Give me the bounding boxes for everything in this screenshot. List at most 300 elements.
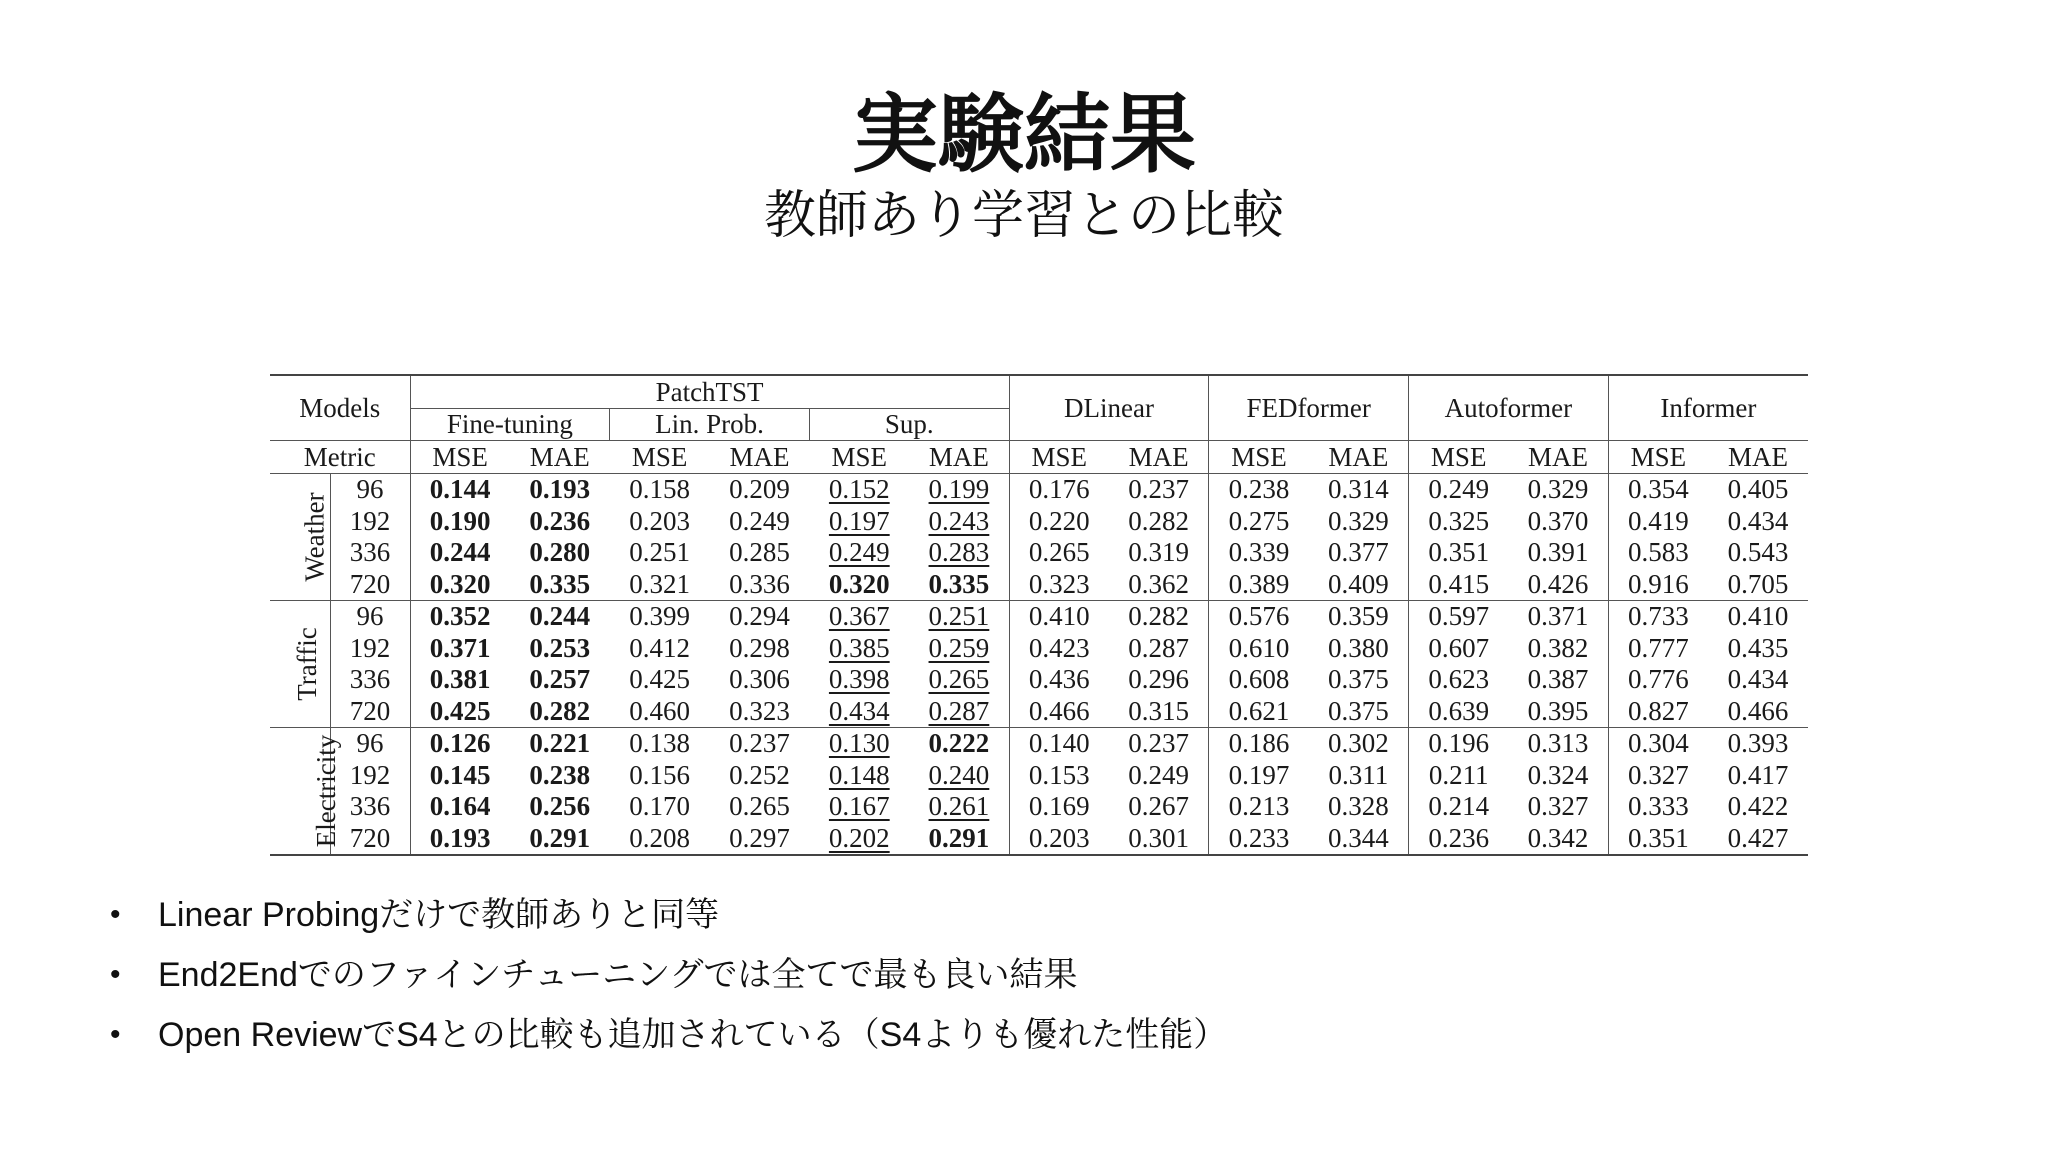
value-cell xyxy=(1009,537,1109,569)
value-cell xyxy=(909,600,1009,632)
value-cell xyxy=(1109,727,1209,759)
value-text: 0.208 xyxy=(629,822,690,853)
bullet-text: End2Endでのファインチューニングでは全てで最も良い結果 xyxy=(158,956,1078,994)
value-text: 0.327 xyxy=(1527,791,1589,822)
slide-subtitle: 教師あり学習との比較 xyxy=(763,186,1284,246)
value-cell xyxy=(410,695,510,727)
value-text: 0.244 xyxy=(529,601,591,632)
value-text: 0.370 xyxy=(1527,505,1589,536)
value-text: 0.333 xyxy=(1628,791,1689,822)
informer-header: Informer xyxy=(1608,375,1808,441)
value-cell xyxy=(610,632,710,664)
value-text: 0.321 xyxy=(629,568,690,599)
value-text: 0.435 xyxy=(1727,632,1789,663)
value-cell xyxy=(1009,632,1109,664)
value-cell xyxy=(610,473,710,505)
value-cell xyxy=(1708,632,1808,664)
value-cell xyxy=(510,791,610,823)
value-cell xyxy=(610,791,710,823)
value-text: 0.251 xyxy=(928,601,990,632)
value-text: 0.610 xyxy=(1228,632,1290,663)
value-cell xyxy=(1608,632,1708,664)
value-cell xyxy=(1309,727,1409,759)
value-cell xyxy=(1508,759,1608,791)
value-text: 0.777 xyxy=(1628,632,1689,663)
value-cell xyxy=(1508,727,1608,759)
value-text: 0.639 xyxy=(1428,695,1490,726)
value-text: 0.237 xyxy=(1128,474,1190,505)
value-cell xyxy=(1708,727,1808,759)
value-cell xyxy=(1409,695,1509,727)
value-cell xyxy=(909,568,1009,600)
value-cell xyxy=(1508,568,1608,600)
results-table xyxy=(270,374,1808,856)
value-cell xyxy=(909,822,1009,855)
value-text: 0.354 xyxy=(1628,474,1689,505)
value-text: 0.827 xyxy=(1628,695,1689,726)
value-cell xyxy=(809,505,909,537)
value-text: 0.203 xyxy=(1028,822,1090,853)
value-text: 0.152 xyxy=(828,474,890,505)
value-cell xyxy=(809,822,909,855)
value-cell xyxy=(909,632,1009,664)
value-cell xyxy=(1409,822,1509,855)
value-text: 0.193 xyxy=(529,474,591,505)
value-cell xyxy=(510,759,610,791)
table-row xyxy=(270,632,1808,664)
value-text: 0.138 xyxy=(629,728,690,759)
bullet-item xyxy=(110,950,1227,1010)
value-text: 0.375 xyxy=(1327,695,1389,726)
value-text: 0.283 xyxy=(928,537,990,568)
value-text: 0.298 xyxy=(729,632,790,663)
value-text: 0.329 xyxy=(1327,505,1389,536)
value-text: 0.126 xyxy=(429,728,491,759)
autoformer-header: Autoformer xyxy=(1409,375,1609,441)
value-cell xyxy=(1409,600,1509,632)
value-text: 0.249 xyxy=(1128,759,1190,790)
horizon-cell: 720 xyxy=(330,568,410,600)
value-text: 0.387 xyxy=(1527,664,1589,695)
value-cell xyxy=(1109,822,1209,855)
value-text: 0.211 xyxy=(1428,759,1489,790)
value-text: 0.287 xyxy=(928,695,990,726)
value-text: 0.352 xyxy=(429,601,491,632)
value-text: 0.405 xyxy=(1727,474,1789,505)
value-cell xyxy=(610,600,710,632)
value-text: 0.311 xyxy=(1328,759,1389,790)
value-cell xyxy=(710,505,810,537)
value-cell xyxy=(1508,473,1608,505)
results-table-body xyxy=(270,473,1808,855)
value-cell xyxy=(1309,568,1409,600)
value-text: 0.237 xyxy=(729,728,790,759)
value-text: 0.257 xyxy=(529,664,591,695)
value-text: 0.323 xyxy=(1028,568,1090,599)
value-text: 0.249 xyxy=(729,505,790,536)
value-text: 0.423 xyxy=(1028,632,1090,663)
value-text: 0.158 xyxy=(629,474,690,505)
value-text: 0.623 xyxy=(1428,664,1490,695)
value-cell xyxy=(1209,822,1309,855)
value-cell xyxy=(1209,727,1309,759)
dataset-name: Weather xyxy=(299,491,330,582)
value-cell xyxy=(510,822,610,855)
value-text: 0.359 xyxy=(1327,601,1389,632)
value-cell xyxy=(510,537,610,569)
horizon-cell: 192 xyxy=(330,759,410,791)
value-cell xyxy=(410,791,510,823)
value-cell xyxy=(510,632,610,664)
value-text: 0.351 xyxy=(1628,822,1689,853)
value-cell xyxy=(1409,759,1509,791)
value-text: 0.238 xyxy=(1228,474,1290,505)
table-row xyxy=(270,600,1808,632)
value-cell xyxy=(610,695,710,727)
slide-title: 実験結果 xyxy=(852,85,1196,185)
models-header: Models xyxy=(270,375,410,441)
value-text: 0.202 xyxy=(828,822,890,853)
value-cell xyxy=(510,568,610,600)
horizon-cell: 96 xyxy=(330,473,410,505)
value-text: 0.371 xyxy=(429,632,491,663)
value-cell xyxy=(410,759,510,791)
value-text: 0.583 xyxy=(1628,537,1689,568)
value-cell xyxy=(1409,568,1509,600)
value-cell xyxy=(1009,791,1109,823)
value-cell xyxy=(410,727,510,759)
value-text: 0.275 xyxy=(1228,505,1290,536)
value-cell xyxy=(610,759,710,791)
value-text: 0.190 xyxy=(429,505,491,536)
value-text: 0.314 xyxy=(1327,474,1389,505)
value-cell xyxy=(809,473,909,505)
value-cell xyxy=(1708,473,1808,505)
metric-header: MSE xyxy=(1409,441,1509,474)
value-cell xyxy=(1508,632,1608,664)
value-text: 0.193 xyxy=(429,822,491,853)
value-cell xyxy=(1708,695,1808,727)
bullet-list xyxy=(110,890,1227,1070)
value-text: 0.203 xyxy=(629,505,690,536)
value-cell xyxy=(1009,695,1109,727)
value-text: 0.238 xyxy=(529,759,591,790)
value-text: 0.412 xyxy=(629,632,690,663)
value-cell xyxy=(1608,505,1708,537)
metric-header: MSE xyxy=(410,441,510,474)
value-cell xyxy=(1608,664,1708,696)
dataset-label xyxy=(270,473,330,600)
value-cell xyxy=(1109,632,1209,664)
value-cell xyxy=(710,695,810,727)
value-cell xyxy=(1009,759,1109,791)
metric-label: Metric xyxy=(270,441,410,474)
horizon-cell: 96 xyxy=(330,727,410,759)
value-text: 0.427 xyxy=(1727,822,1789,853)
value-cell xyxy=(1209,537,1309,569)
horizon-cell: 720 xyxy=(330,822,410,855)
value-text: 0.249 xyxy=(828,537,890,568)
value-text: 0.282 xyxy=(1128,505,1190,536)
value-cell xyxy=(1009,600,1109,632)
value-cell xyxy=(710,568,810,600)
value-cell xyxy=(610,664,710,696)
value-cell xyxy=(809,695,909,727)
bullet-item xyxy=(110,890,1227,950)
metric-header: MSE xyxy=(1608,441,1708,474)
value-cell xyxy=(610,727,710,759)
value-text: 0.434 xyxy=(828,695,890,726)
value-cell xyxy=(1608,791,1708,823)
value-text: 0.280 xyxy=(529,537,591,568)
value-cell xyxy=(1708,600,1808,632)
value-cell xyxy=(1608,727,1708,759)
value-text: 0.144 xyxy=(429,474,491,505)
value-cell xyxy=(1309,822,1409,855)
value-text: 0.291 xyxy=(928,822,990,853)
value-cell xyxy=(710,473,810,505)
value-cell xyxy=(1109,537,1209,569)
table-row xyxy=(270,537,1808,569)
value-text: 0.389 xyxy=(1228,568,1290,599)
value-text: 0.320 xyxy=(828,568,890,599)
value-text: 0.425 xyxy=(629,664,690,695)
metric-header: MAE xyxy=(1508,441,1608,474)
sup-header: Sup. xyxy=(809,408,1009,441)
bullet-icon: • xyxy=(110,1018,121,1051)
value-cell xyxy=(1109,568,1209,600)
value-text: 0.375 xyxy=(1327,664,1389,695)
value-text: 0.265 xyxy=(729,791,790,822)
value-text: 0.393 xyxy=(1727,728,1789,759)
value-text: 0.328 xyxy=(1327,791,1389,822)
fedformer-header: FEDformer xyxy=(1209,375,1409,441)
value-text: 0.145 xyxy=(429,759,491,790)
value-cell xyxy=(1409,505,1509,537)
value-text: 0.156 xyxy=(629,759,690,790)
value-text: 0.335 xyxy=(928,568,990,599)
value-text: 0.197 xyxy=(828,505,890,536)
value-cell xyxy=(1309,505,1409,537)
linprob-header: Lin. Prob. xyxy=(610,408,810,441)
value-cell xyxy=(1009,664,1109,696)
value-cell xyxy=(610,822,710,855)
value-cell xyxy=(1109,473,1209,505)
value-cell xyxy=(410,568,510,600)
value-text: 0.294 xyxy=(729,601,790,632)
value-text: 0.362 xyxy=(1128,568,1190,599)
value-text: 0.466 xyxy=(1727,695,1789,726)
value-cell xyxy=(1209,600,1309,632)
value-text: 0.391 xyxy=(1527,537,1589,568)
value-cell xyxy=(809,791,909,823)
dataset-label xyxy=(270,727,342,855)
value-cell xyxy=(410,537,510,569)
value-cell xyxy=(909,759,1009,791)
value-text: 0.776 xyxy=(1628,664,1689,695)
value-cell xyxy=(1209,759,1309,791)
value-cell xyxy=(1508,537,1608,569)
value-text: 0.282 xyxy=(529,695,591,726)
value-text: 0.409 xyxy=(1327,568,1389,599)
value-text: 0.344 xyxy=(1327,822,1389,853)
value-cell xyxy=(809,600,909,632)
value-text: 0.285 xyxy=(729,537,790,568)
value-text: 0.371 xyxy=(1527,601,1589,632)
value-text: 0.267 xyxy=(1128,791,1190,822)
value-text: 0.244 xyxy=(429,537,491,568)
value-cell xyxy=(1708,759,1808,791)
dataset-name: Electricity xyxy=(311,734,342,847)
value-cell xyxy=(809,727,909,759)
table-row xyxy=(270,664,1808,696)
value-cell xyxy=(1109,600,1209,632)
value-text: 0.167 xyxy=(828,791,890,822)
value-cell xyxy=(1508,664,1608,696)
value-cell xyxy=(909,537,1009,569)
metric-header: MSE xyxy=(1009,441,1109,474)
value-cell xyxy=(809,759,909,791)
value-text: 0.256 xyxy=(529,791,591,822)
value-text: 0.233 xyxy=(1228,822,1290,853)
value-cell xyxy=(809,664,909,696)
horizon-cell: 96 xyxy=(330,600,410,632)
value-cell xyxy=(909,695,1009,727)
value-text: 0.313 xyxy=(1527,728,1589,759)
value-cell xyxy=(710,537,810,569)
value-cell xyxy=(1708,664,1808,696)
table-row xyxy=(270,568,1808,600)
value-cell xyxy=(1409,727,1509,759)
value-text: 0.170 xyxy=(629,791,690,822)
value-cell xyxy=(1109,695,1209,727)
value-text: 0.213 xyxy=(1228,791,1290,822)
value-cell xyxy=(909,505,1009,537)
value-text: 0.243 xyxy=(928,505,990,536)
value-text: 0.339 xyxy=(1228,537,1290,568)
value-cell xyxy=(1409,664,1509,696)
value-text: 0.398 xyxy=(828,664,890,695)
value-text: 0.196 xyxy=(1428,728,1490,759)
value-cell xyxy=(909,664,1009,696)
horizon-cell: 336 xyxy=(330,664,410,696)
value-cell xyxy=(410,822,510,855)
value-cell xyxy=(1409,632,1509,664)
value-text: 0.336 xyxy=(729,568,790,599)
value-cell xyxy=(1309,664,1409,696)
value-text: 0.222 xyxy=(928,728,990,759)
value-text: 0.733 xyxy=(1628,601,1689,632)
metric-header: MSE xyxy=(809,441,909,474)
value-text: 0.304 xyxy=(1628,728,1689,759)
dataset-label xyxy=(270,600,330,727)
value-text: 0.434 xyxy=(1727,505,1789,536)
value-cell xyxy=(710,600,810,632)
value-text: 0.130 xyxy=(828,728,890,759)
value-cell xyxy=(1608,568,1708,600)
value-cell xyxy=(510,664,610,696)
value-cell xyxy=(1209,568,1309,600)
value-cell xyxy=(809,537,909,569)
value-text: 0.320 xyxy=(429,568,491,599)
value-text: 0.265 xyxy=(1028,537,1090,568)
value-text: 0.186 xyxy=(1228,728,1290,759)
value-text: 0.140 xyxy=(1028,728,1090,759)
value-cell xyxy=(1209,632,1309,664)
value-text: 0.460 xyxy=(629,695,690,726)
value-text: 0.410 xyxy=(1028,601,1090,632)
metric-header: MAE xyxy=(1109,441,1209,474)
horizon-cell: 336 xyxy=(330,791,410,823)
value-cell xyxy=(909,727,1009,759)
value-cell xyxy=(809,632,909,664)
results-table-container xyxy=(270,374,1808,856)
value-cell xyxy=(1009,822,1109,855)
value-text: 0.169 xyxy=(1028,791,1090,822)
value-cell xyxy=(1209,505,1309,537)
value-text: 0.249 xyxy=(1428,474,1490,505)
value-text: 0.236 xyxy=(529,505,591,536)
table-row xyxy=(270,695,1808,727)
value-cell xyxy=(710,759,810,791)
value-cell xyxy=(1309,759,1409,791)
value-cell xyxy=(1209,695,1309,727)
value-text: 0.367 xyxy=(828,601,890,632)
value-text: 0.335 xyxy=(529,568,591,599)
value-text: 0.282 xyxy=(1128,601,1190,632)
value-cell xyxy=(1309,600,1409,632)
table-row xyxy=(270,473,1808,505)
value-text: 0.377 xyxy=(1327,537,1389,568)
metric-header: MAE xyxy=(710,441,810,474)
metric-header: MSE xyxy=(610,441,710,474)
dataset-name: Traffic xyxy=(291,626,322,701)
value-text: 0.306 xyxy=(729,664,790,695)
table-row xyxy=(270,791,1808,823)
value-text: 0.261 xyxy=(928,791,990,822)
value-text: 0.543 xyxy=(1727,537,1789,568)
value-text: 0.323 xyxy=(729,695,790,726)
value-text: 0.327 xyxy=(1628,759,1689,790)
value-cell xyxy=(809,568,909,600)
value-cell xyxy=(610,568,710,600)
value-cell xyxy=(1409,473,1509,505)
value-cell xyxy=(610,505,710,537)
value-text: 0.351 xyxy=(1428,537,1490,568)
value-cell xyxy=(510,505,610,537)
value-cell xyxy=(1109,791,1209,823)
value-cell xyxy=(1708,537,1808,569)
value-cell xyxy=(710,632,810,664)
patchtst-header: PatchTST xyxy=(410,375,1009,408)
value-text: 0.240 xyxy=(928,759,990,790)
value-text: 0.265 xyxy=(928,664,990,695)
value-cell xyxy=(1309,537,1409,569)
value-text: 0.301 xyxy=(1128,822,1190,853)
value-text: 0.153 xyxy=(1028,759,1090,790)
value-text: 0.419 xyxy=(1628,505,1689,536)
value-text: 0.220 xyxy=(1028,505,1090,536)
value-cell xyxy=(1608,473,1708,505)
value-cell xyxy=(909,473,1009,505)
value-cell xyxy=(410,473,510,505)
value-cell xyxy=(610,537,710,569)
value-text: 0.385 xyxy=(828,632,890,663)
metric-header: MSE xyxy=(1209,441,1309,474)
value-text: 0.916 xyxy=(1628,568,1689,599)
metric-header: MAE xyxy=(510,441,610,474)
value-cell xyxy=(1109,759,1209,791)
